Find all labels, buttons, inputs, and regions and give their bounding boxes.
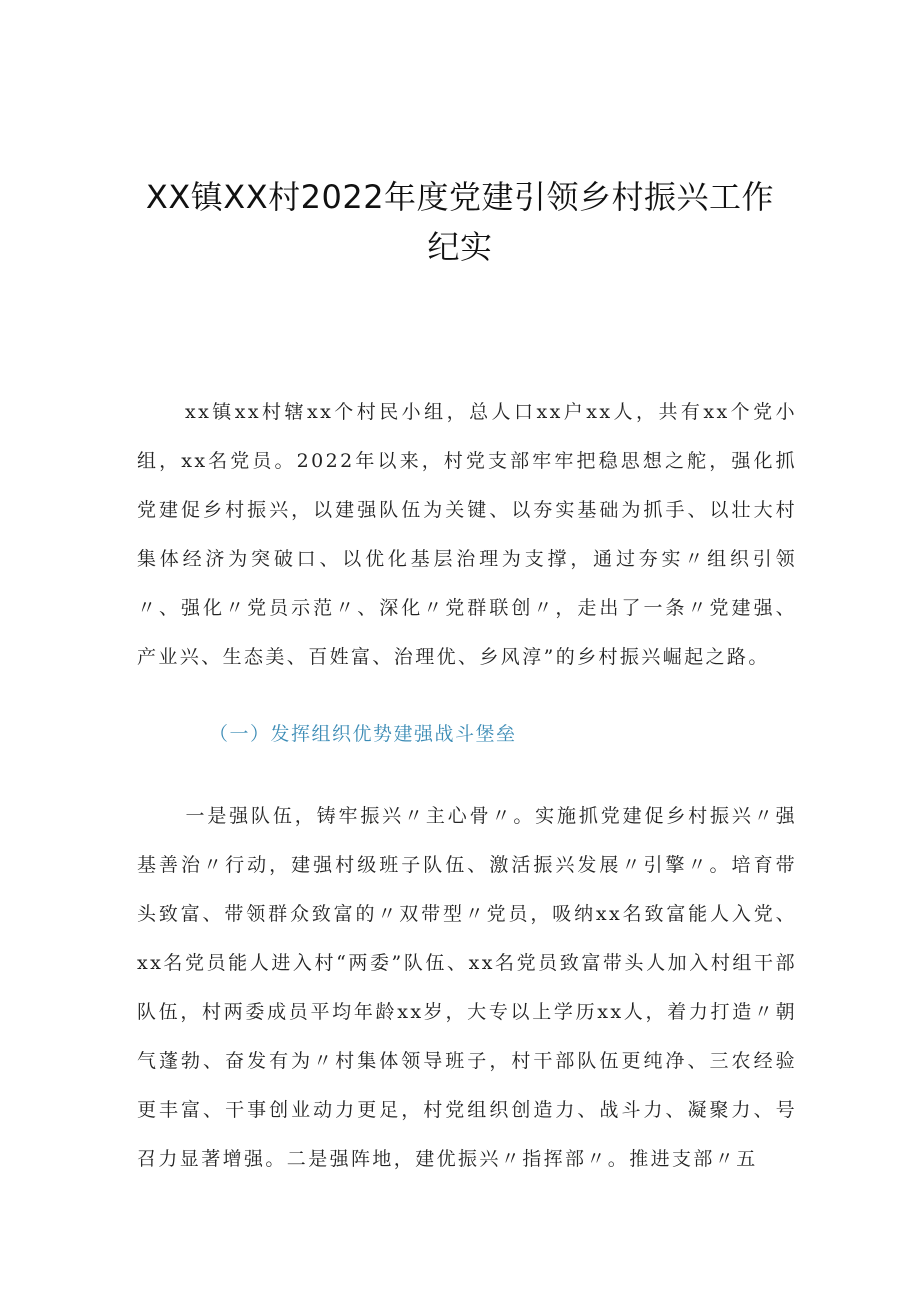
title-line-2: 纪实 — [427, 228, 493, 266]
body-paragraph-text: 一是强队伍，铸牢振兴〃主心骨〃。实施抓党建促乡村振兴〃强基善治〃行动，建强村级班子队伍、激活振兴发展〃引擎〃。培育带头致富、带领群众致富的〃双带型〃党员，吸纳xx名致富能人入党、xx名党员能人进入村“两委”队伍、xx名党员致富带头人加入村组干部队伍，村两委成员平均年龄xx岁，大专以上学历xx人，着力打造〃朝气蓬勃、奋发有为〃村集体领导班子，村干部队伍更纯净、三农经验更丰富、干事创业动力更足，村党组织创造力、战斗力、凝聚力、号召力显著增强。二是强阵地，建优振兴〃指挥部〃。推进支部〃五 — [137, 805, 797, 1170]
document-title — [100, 172, 820, 272]
title-line-1: XX镇XX村2022年度党建引领乡村振兴工作 — [145, 178, 775, 216]
intro-paragraph-text: xx镇xx村辖xx个村民小组，总人口xx户xx人，共有xx个党小组，xx名党员。2022年以来，村党支部牢牢把稳思想之舵，强化抓党建促乡村振兴，以建强队伍为关键、以夯实基础为抓手、以壮大村集体经济为突破口、以优化基层治理为支撑，通过夯实〃组织引领〃、强化〃党员示范〃、深化〃党群联创〃，走出了一条〃党建强、产业兴、生态美、百姓富、治理优、乡风淳”的乡村振兴崛起之路。 — [137, 401, 797, 668]
section-heading: （一）发挥组织优势建强战斗堡垒 — [209, 723, 517, 745]
intro-paragraph — [137, 388, 797, 682]
body-paragraph — [137, 792, 797, 1184]
